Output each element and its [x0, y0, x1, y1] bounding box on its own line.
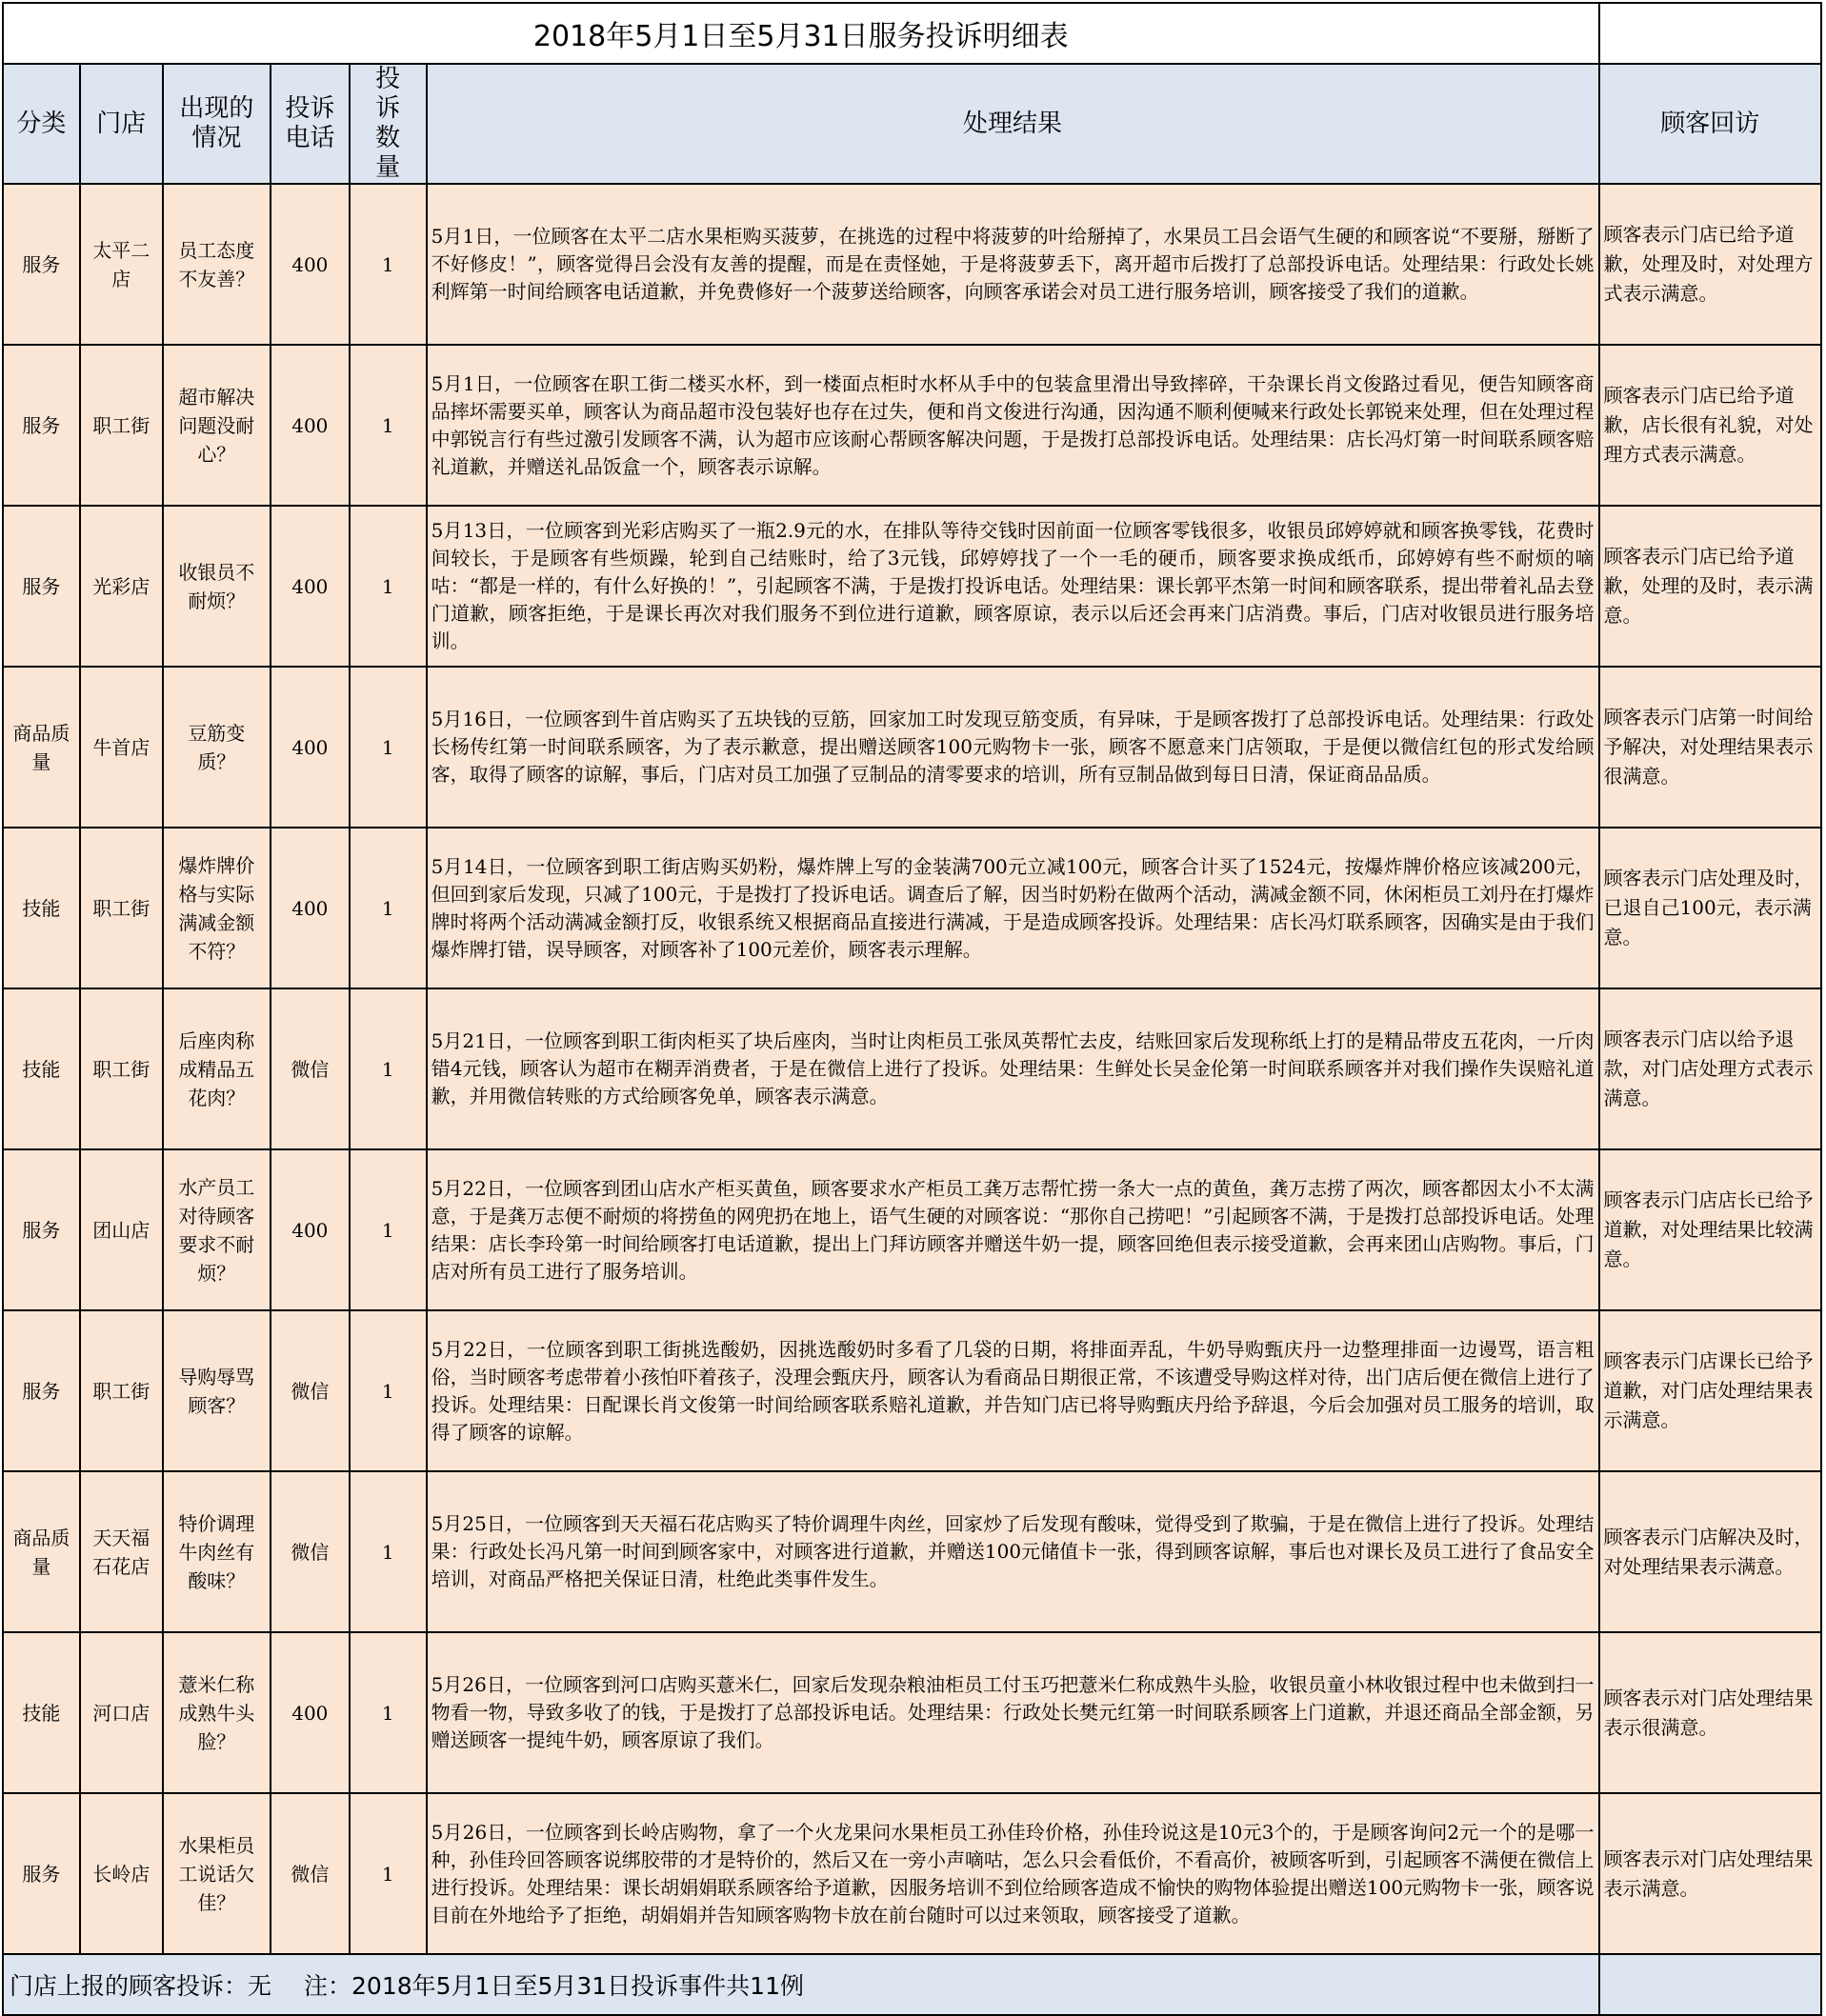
cell-situation: 后座肉称成精品五花肉？: [163, 988, 271, 1149]
cell-store: 职工街: [80, 828, 163, 988]
table-row: [3, 184, 1821, 345]
cell-visit: 顾客表示门店已给予道歉，处理及时，对处理方式表示满意。: [1599, 184, 1821, 345]
header-category: 分类: [3, 64, 80, 184]
cell-result: 5月22日，一位顾客到职工街挑选酸奶，因挑选酸奶时多看了几袋的日期，将排面弄乱，牛奶导购甄庆丹一边整理排面一边谩骂，语言粗俗，当时顾客考虑带着小孩怕吓着孩子，没理会甄庆丹，顾客认为看商品日期很正常，不该遭受导购这样对待，出门店后便在微信上进行了投诉。处理结果：日配课长肖文俊第一时间给顾客联系赔礼道歉，并告知门店已将导购甄庆丹给予辞退，今后会加强对员工服务的培训，取得了顾客的谅解。: [427, 1310, 1599, 1471]
cell-store: 光彩店: [80, 506, 163, 667]
table-title: 2018年5月1日至5月31日服务投诉明细表: [3, 3, 1599, 64]
cell-count: 1: [350, 506, 427, 667]
table-row: [3, 1632, 1821, 1793]
cell-store: 职工街: [80, 1310, 163, 1471]
table-row: [3, 828, 1821, 988]
cell-category: 商品质量: [3, 667, 80, 828]
cell-result: 5月25日，一位顾客到天天福石花店购买了特价调理牛肉丝，回家炒了后发现有酸味，觉得受到了欺骗，于是在微信上进行了投诉。处理结果：行政处长冯凡第一时间到顾客家中，对顾客进行道歉，并赠送100元储值卡一张，得到顾客谅解，事后也对课长及员工进行了食品安全培训，对商品严格把关保证日清，杜绝此类事件发生。: [427, 1471, 1599, 1632]
cell-count: 1: [350, 184, 427, 345]
table-row: [3, 1793, 1821, 1954]
cell-store: 河口店: [80, 1632, 163, 1793]
header-situation: 出现的情况: [163, 64, 271, 184]
cell-channel: 微信: [271, 1793, 350, 1954]
cell-situation: 导购辱骂顾客？: [163, 1310, 271, 1471]
cell-category: 商品质量: [3, 1471, 80, 1632]
header-visit: 顾客回访: [1599, 64, 1821, 184]
cell-situation: 薏米仁称成熟牛头脸？: [163, 1632, 271, 1793]
cell-count: 1: [350, 1793, 427, 1954]
cell-category: 服务: [3, 1310, 80, 1471]
cell-category: 技能: [3, 1632, 80, 1793]
cell-situation: 水果柜员工说话欠佳？: [163, 1793, 271, 1954]
table-row: [3, 988, 1821, 1149]
cell-visit: 顾客表示门店已给予道歉，店长很有礼貌，对处理方式表示满意。: [1599, 345, 1821, 506]
cell-channel: 400: [271, 1632, 350, 1793]
cell-situation: 爆炸牌价格与实际满减金额不符？: [163, 828, 271, 988]
footer-row: [3, 1954, 1821, 2015]
cell-channel: 400: [271, 345, 350, 506]
cell-situation: 超市解决问题没耐心？: [163, 345, 271, 506]
header-row: [3, 64, 1821, 184]
cell-result: 5月13日，一位顾客到光彩店购买了一瓶2.9元的水，在排队等待交钱时因前面一位顾客零钱很多，收银员邱婷婷就和顾客换零钱，花费时间较长，于是顾客有些烦躁，轮到自己结账时，给了3元钱，邱婷婷找了一个一毛的硬币，顾客要求换成纸币，邱婷婷有些不耐烦的嘀咕：“都是一样的，有什么好换的！”，引起顾客不满，于是拨打投诉电话。处理结果：课长郭平杰第一时间和顾客联系，提出带着礼品去登门道歉，顾客拒绝，于是课长再次对我们服务不到位进行道歉，顾客原谅，表示以后还会再来门店消费。事后，门店对收银员进行服务培训。: [427, 506, 1599, 667]
cell-channel: 400: [271, 506, 350, 667]
cell-result: 5月26日，一位顾客到长岭店购物，拿了一个火龙果问水果柜员工孙佳玲价格，孙佳玲说这是10元3个的，于是顾客询问2元一个的是哪一种，孙佳玲回答顾客说绑胶带的才是特价的，然后又在一旁小声嘀咕，怎么只会看低价，不看高价，被顾客听到，引起顾客不满便在微信上进行投诉。处理结果：课长胡娟娟联系顾客给予道歉，因服务培训不到位给顾客造成不愉快的购物体验提出赠送100元购物卡一张，顾客说目前在外地给予了拒绝，胡娟娟并告知顾客购物卡放在前台随时可以过来领取，顾客接受了道歉。: [427, 1793, 1599, 1954]
cell-store: 天天福石花店: [80, 1471, 163, 1632]
cell-visit: 顾客表示门店第一时间给予解决，对处理结果表示很满意。: [1599, 667, 1821, 828]
header-result: 处理结果: [427, 64, 1599, 184]
table-row: [3, 1471, 1821, 1632]
cell-channel: 400: [271, 828, 350, 988]
cell-result: 5月1日，一位顾客在职工街二楼买水杯，到一楼面点柜时水杯从手中的包装盒里滑出导致摔碎，干杂课长肖文俊路过看见，便告知顾客商品摔坏需要买单，顾客认为商品超市没包装好也存在过失，便和肖文俊进行沟通，因沟通不顺利便喊来行政处长郭锐来处理，但在处理过程中郭锐言行有些过激引发顾客不满，认为超市应该耐心帮顾客解决问题，于是拨打总部投诉电话。处理结果：店长冯灯第一时间联系顾客赔礼道歉，并赠送礼品饭盒一个，顾客表示谅解。: [427, 345, 1599, 506]
cell-visit: 顾客表示对门店处理结果表示满意。: [1599, 1793, 1821, 1954]
table-row: [3, 1149, 1821, 1310]
cell-channel: 400: [271, 184, 350, 345]
cell-count: 1: [350, 345, 427, 506]
cell-visit: 顾客表示门店处理及时，已退自己100元，表示满意。: [1599, 828, 1821, 988]
cell-count: 1: [350, 1632, 427, 1793]
footer-reported: 门店上报的顾客投诉：无: [10, 1972, 272, 2000]
cell-count: 1: [350, 1471, 427, 1632]
header-count: 投诉数量: [350, 64, 427, 184]
cell-store: 太平二店: [80, 184, 163, 345]
cell-channel: 微信: [271, 1310, 350, 1471]
complaint-table: [2, 2, 1822, 2016]
cell-situation: 员工态度不友善？: [163, 184, 271, 345]
cell-channel: 微信: [271, 988, 350, 1149]
cell-situation: 特价调理牛肉丝有酸味？: [163, 1471, 271, 1632]
cell-count: 1: [350, 1310, 427, 1471]
header-store: 门店: [80, 64, 163, 184]
cell-store: 职工街: [80, 988, 163, 1149]
cell-result: 5月22日，一位顾客到团山店水产柜买黄鱼，顾客要求水产柜员工龚万志帮忙捞一条大一点的黄鱼，龚万志捞了两次，顾客都因太小不太满意，于是龚万志便不耐烦的将捞鱼的网兜扔在地上，语气生硬的对顾客说：“那你自己捞吧！”引起顾客不满，于是拨打总部投诉电话。处理结果：店长李玲第一时间给顾客打电话道歉，提出上门拜访顾客并赠送牛奶一提，顾客回绝但表示接受道歉，会再来团山店购物。事后，门店对所有员工进行了服务培训。: [427, 1149, 1599, 1310]
footer-note: 注：2018年5月1日至5月31日投诉事件共11例: [304, 1972, 804, 2000]
cell-store: 团山店: [80, 1149, 163, 1310]
cell-result: 5月26日，一位顾客到河口店购买薏米仁，回家后发现杂粮油柜员工付玉巧把薏米仁称成熟牛头脸，收银员童小林收银过程中也未做到扫一物看一物，导致多收了的钱，于是拨打了总部投诉电话。处理结果：行政处长樊元红第一时间联系顾客上门道歉，并退还商品全部金额，另赠送顾客一提纯牛奶，顾客原谅了我们。: [427, 1632, 1599, 1793]
cell-situation: 豆筋变质？: [163, 667, 271, 828]
cell-result: 5月16日，一位顾客到牛首店购买了五块钱的豆筋，回家加工时发现豆筋变质，有异味，于是顾客拨打了总部投诉电话。处理结果：行政处长杨传红第一时间联系顾客，为了表示歉意，提出赠送顾客100元购物卡一张，顾客不愿意来门店领取，于是便以微信红包的形式发给顾客，取得了顾客的谅解，事后，门店对员工加强了豆制品的清零要求的培训，所有豆制品做到每日日清，保证商品品质。: [427, 667, 1599, 828]
cell-visit: 顾客表示门店以给予退款，对门店处理方式表示满意。: [1599, 988, 1821, 1149]
table-row: [3, 506, 1821, 667]
cell-visit: 顾客表示门店店长已给予道歉，对处理结果比较满意。: [1599, 1149, 1821, 1310]
cell-count: 1: [350, 988, 427, 1149]
footer-blank-cell: [1599, 1954, 1821, 2015]
cell-category: 服务: [3, 506, 80, 667]
cell-visit: 顾客表示门店已给予道歉，处理的及时，表示满意。: [1599, 506, 1821, 667]
footer-note-cell: [3, 1954, 1599, 2015]
cell-category: 服务: [3, 184, 80, 345]
cell-category: 技能: [3, 988, 80, 1149]
cell-store: 职工街: [80, 345, 163, 506]
cell-channel: 微信: [271, 1471, 350, 1632]
header-channel: 投诉电话: [271, 64, 350, 184]
cell-result: 5月1日，一位顾客在太平二店水果柜购买菠萝，在挑选的过程中将菠萝的叶给掰掉了，水果员工吕会语气生硬的和顾客说“不要掰，掰断了不好修皮！”，顾客觉得吕会没有友善的提醒，而是在责怪她，于是将菠萝丢下，离开超市后拨打了总部投诉电话。处理结果：行政处长姚利辉第一时间给顾客电话道歉，并免费修好一个菠萝送给顾客，向顾客承诺会对员工进行服务培训，顾客接受了我们的道歉。: [427, 184, 1599, 345]
cell-situation: 收银员不耐烦？: [163, 506, 271, 667]
cell-visit: 顾客表示对门店处理结果表示很满意。: [1599, 1632, 1821, 1793]
cell-channel: 400: [271, 1149, 350, 1310]
table-row: [3, 667, 1821, 828]
cell-store: 长岭店: [80, 1793, 163, 1954]
cell-result: 5月21日，一位顾客到职工街肉柜买了块后座肉，当时让肉柜员工张凤英帮忙去皮，结账回家后发现称纸上打的是精品带皮五花肉，一斤肉错4元钱，顾客认为超市在糊弄消费者，于是在微信上进行了投诉。处理结果：生鲜处长吴金伦第一时间联系顾客并对我们操作失误赔礼道歉，并用微信转账的方式给顾客免单，顾客表示满意。: [427, 988, 1599, 1149]
cell-count: 1: [350, 667, 427, 828]
title-blank-cell: [1599, 3, 1821, 64]
cell-category: 服务: [3, 1149, 80, 1310]
title-row: [3, 3, 1821, 64]
cell-store: 牛首店: [80, 667, 163, 828]
cell-category: 服务: [3, 1793, 80, 1954]
cell-visit: 顾客表示门店课长已给予道歉，对门店处理结果表示满意。: [1599, 1310, 1821, 1471]
cell-situation: 水产员工对待顾客要求不耐烦？: [163, 1149, 271, 1310]
cell-count: 1: [350, 828, 427, 988]
cell-count: 1: [350, 1149, 427, 1310]
cell-channel: 400: [271, 667, 350, 828]
cell-category: 服务: [3, 345, 80, 506]
cell-category: 技能: [3, 828, 80, 988]
cell-visit: 顾客表示门店解决及时，对处理结果表示满意。: [1599, 1471, 1821, 1632]
table-row: [3, 345, 1821, 506]
table-row: [3, 1310, 1821, 1471]
cell-result: 5月14日，一位顾客到职工街店购买奶粉，爆炸牌上写的金装满700元立减100元，顾客合计买了1524元，按爆炸牌价格应该减200元，但回到家后发现，只减了100元，于是拨打了投诉电话。调查后了解，因当时奶粉在做两个活动，满减金额不同，休闲柜员工刘丹在打爆炸牌时将两个活动满减金额打反，收银系统又根据商品直接进行满减，于是造成顾客投诉。处理结果：店长冯灯联系顾客，因确实是由于我们爆炸牌打错，误导顾客，对顾客补了100元差价，顾客表示理解。: [427, 828, 1599, 988]
